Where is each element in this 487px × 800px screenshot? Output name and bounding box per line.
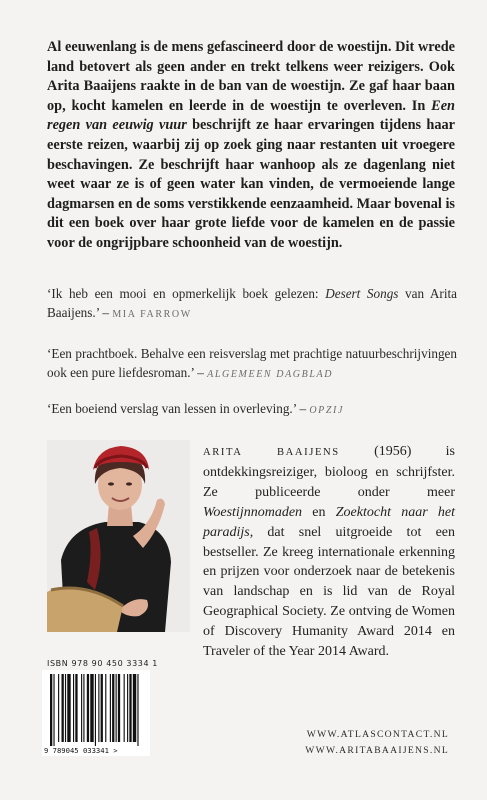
quote-source: ALGEMEEN DAGBLAD xyxy=(207,369,334,381)
barcode-bar xyxy=(50,674,52,746)
blurb-book-title: Een regen van eeuwig vuur xyxy=(47,97,455,134)
barcode-bar xyxy=(67,674,70,742)
barcode-bar xyxy=(75,674,77,742)
bio-book-1: Woestijnnomaden xyxy=(203,504,303,520)
review-quote-1: ‘Ik heb een mooi en opmerkelijk boek gelezen: Desert Songs van Arita Baaijens.’ – MIA FARROW xyxy=(47,286,457,321)
barcode-bar xyxy=(124,674,125,742)
quote-source: OPZIJ xyxy=(309,405,344,416)
barcode-bar xyxy=(112,674,114,742)
quote-text: ‘Ik heb een mooi en opmerkelijk boek gelezen: xyxy=(47,286,326,301)
publisher-url[interactable]: WWW.ATLASCONTACT.NL xyxy=(306,729,449,740)
isbn-barcode xyxy=(42,670,150,756)
barcode-bar xyxy=(58,674,59,742)
blurb-text-1: Al eeuwenlang is de mens gefascineerd door de woestijn. Dit wrede land betovert als geen ander en trekt telkens weer reizigers. Ook Arita Baaijens raakte in de ban van de woestijn. Ze gaf haar baan op, kocht kamelen en leerde in de woestijn te overleven. In xyxy=(47,39,455,114)
barcode-bar xyxy=(101,674,103,742)
author-url[interactable]: WWW.ARITABAAIJENS.NL xyxy=(305,745,449,756)
barcode-bar xyxy=(87,674,89,742)
barcode-bar xyxy=(90,674,93,742)
barcode-bar xyxy=(53,674,54,746)
barcode-bar xyxy=(105,674,106,742)
quote-text: ‘Een boeiend verslag van lessen in overleving.’ xyxy=(47,401,297,416)
barcode-bar xyxy=(137,674,138,746)
barcode-bar xyxy=(62,674,64,742)
barcode-bar xyxy=(73,674,74,742)
review-quote-2: ‘Een prachtboek. Behalve een reisverslag met prachtige natuurbeschrijvingen ook een pure liefdesroman.’ – ALGEMEEN DAGBLAD xyxy=(47,346,457,381)
barcode-bar xyxy=(127,674,128,742)
bio-text-3: , dat snel uitgroeide tot een bestseller. Ze kreeg internationale erkenning en prijzen voor onderzoek naar de betekenis van landschap en is lid van de Royal Geographical Society. Ze ontving de Women of Discovery Humanity Award 2014 en Traveler of the Year 2014 Award. xyxy=(203,524,455,660)
author-bio xyxy=(203,442,455,662)
barcode-bar xyxy=(98,674,99,742)
website-links xyxy=(305,727,449,759)
barcode-bar xyxy=(129,674,131,742)
barcode-bar xyxy=(118,674,120,742)
author-photo xyxy=(47,440,190,632)
barcode-bar xyxy=(110,674,111,742)
isbn-label: ISBN 978 90 450 3334 1 xyxy=(47,659,158,668)
author-name: ARITA BAAIJENS xyxy=(203,447,340,458)
barcode-bar xyxy=(133,674,136,742)
blurb-text-2: beschrijft ze haar ervaringen tijdens haar eerste reizen, waarbij zij op zoek ging naar restanten uit vroegere beschavingen. Ze beschrijft haar wanhoop als ze dagenlang niet weet waar ze is of geen water kan vinden, de vermoeiende lange dagmarsen en de soms verstikkende eenzaamheid. Maar bovenal is dit een boek over haar grote liefde voor de kamelen en de passie voor de ongrijpbare schoonheid van de woestijn. xyxy=(47,117,455,251)
bio-book-2: Zoektocht naar het paradijs xyxy=(203,504,455,540)
barcode-bar xyxy=(95,674,96,746)
bio-text-2: en xyxy=(302,504,336,520)
barcode-bar xyxy=(81,674,82,742)
bio-text-1: (1956) is ontdekkingsreiziger, bioloog en schrijfster. Ze publiceerde onder meer xyxy=(203,444,456,500)
barcode-bar xyxy=(65,674,66,742)
quote-text: ‘Een prachtboek. Behalve een reisverslag met prachtige natuurbeschrijvingen ook een pure liefdesroman.’ xyxy=(47,346,457,381)
barcode-digits: 9 789045 033341 > xyxy=(44,746,118,755)
quote-book-title: Desert Songs xyxy=(325,286,399,301)
quote-text-end: van Arita Baaijens.’ xyxy=(47,286,457,321)
quote-source: MIA FARROW xyxy=(112,309,192,321)
barcode-bar xyxy=(83,674,84,742)
back-cover-blurb xyxy=(47,38,455,254)
barcode-bar xyxy=(116,674,117,742)
review-quote-3: ‘Een boeiend verslag van lessen in overleving.’ – OPZIJ xyxy=(47,401,344,416)
